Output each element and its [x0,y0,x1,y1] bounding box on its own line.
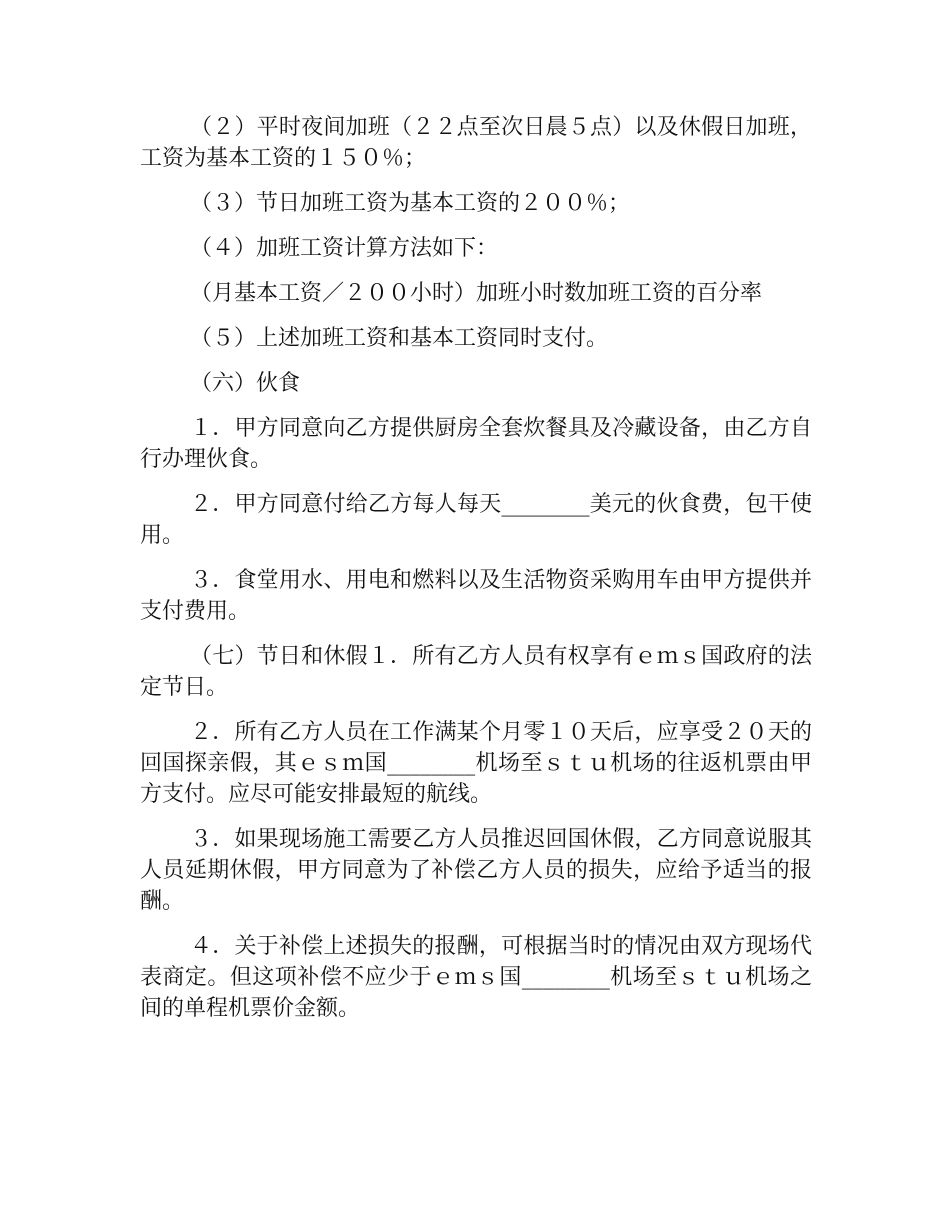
paragraph-overtime-formula: （月基本工资／２００小时）加班小时数加班工资的百分率 [190,281,763,306]
paragraph-holidays-postpone: ３．如果现场施工需要乙方人员推迟回国休假，乙方同意说服其人员延期休假，甲方同意为了补偿乙方人员的损失，应给予适当的报酬。 [140,827,812,914]
paragraph-holidays-statutory: （七）节日和休假１．所有乙方人员有权享有ｅｍｓ国政府的法定节日。 [140,644,812,700]
paragraph-holidays-home-leave: ２．所有乙方人员在工作满某个月零１０天后，应享受２０天的回国探亲假，其ｅｓｍ国________机场至ｓｔｕ机场的往返机票由甲方支付。应尽可能安排最短的航线。 [140,720,812,807]
paragraph-overtime-method: （４）加班工资计算方法如下： [190,236,499,261]
paragraph-overtime-payment: （５）上述加班工资和基本工资同时支付。 [190,326,609,351]
paragraph-overtime-holiday: （３）节日加班工资为基本工资的２００％； [190,191,631,216]
paragraph-meals-allowance: ２．甲方同意付给乙方每人每天________美元的伙食费，包干使用。 [140,492,812,548]
document-page [140,112,812,1038]
paragraph-holidays-compensation: ４．关于补偿上述损失的报酬，可根据当时的情况由双方现场代表商定。但这项补偿不应少于ｅｍｓ国________机场至ｓｔｕ机场之间的单程机票价金额。 [140,934,812,1021]
paragraph-meals-kitchen: １．甲方同意向乙方提供厨房全套炊餐具及冷藏设备，由乙方自行办理伙食。 [140,416,812,472]
paragraph-meals-utilities: ３．食堂用水、用电和燃料以及生活物资采购用车由甲方提供并支付费用。 [140,568,812,624]
paragraph-overtime-night: （２）平时夜间加班（２２点至次日晨５点）以及休假日加班，工资为基本工资的１５０％； [140,115,812,171]
section-heading-meals: （六）伙食 [190,371,301,396]
